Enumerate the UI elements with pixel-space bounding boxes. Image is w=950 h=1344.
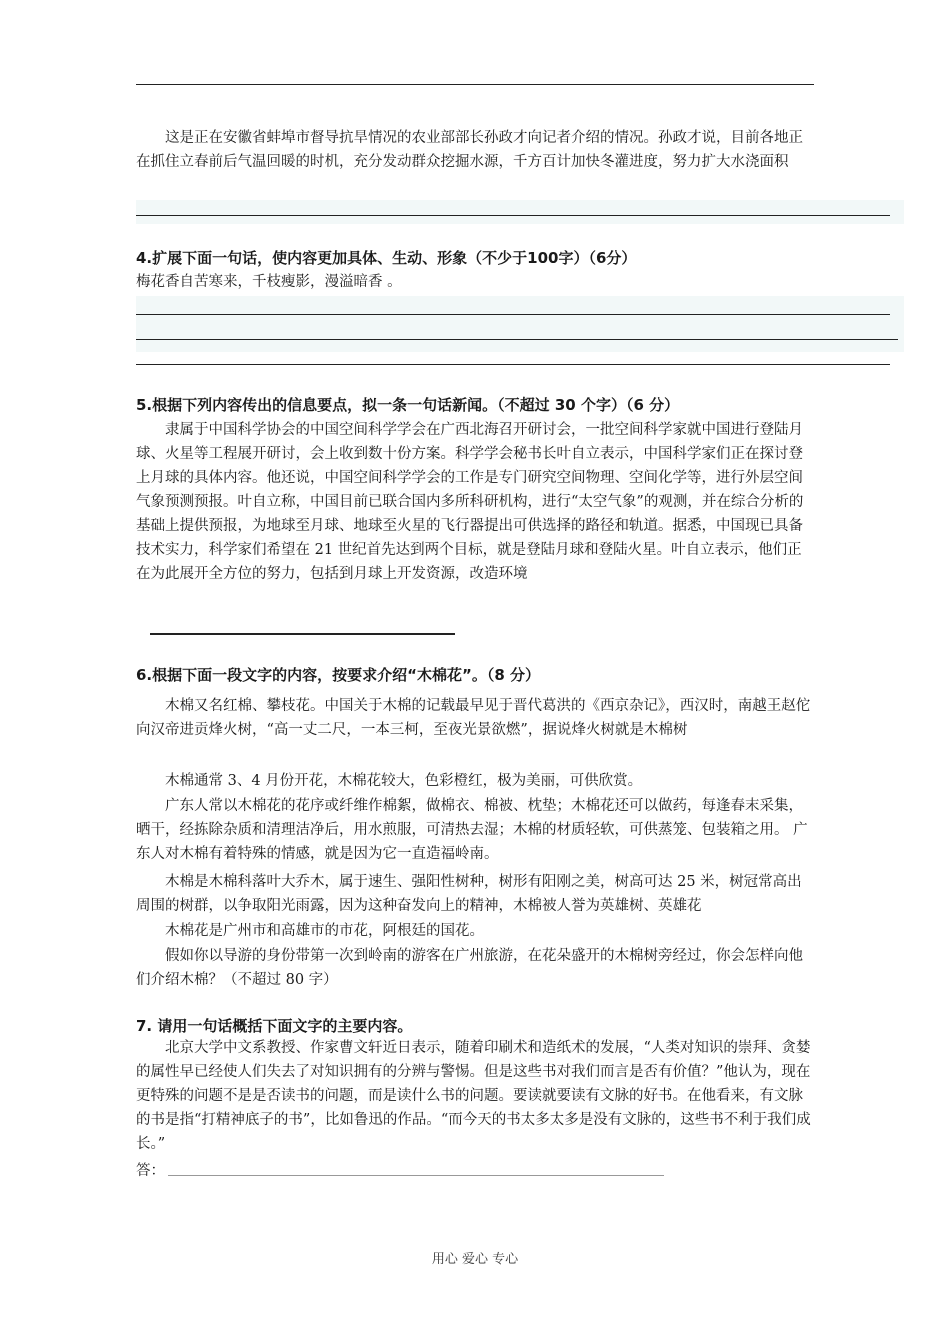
q7-passage: 北京大学中文系教授、作家曹文轩近日表示，随着印刷术和造纸术的发展，“人类对知识的崇拜、贪婪的属性早已经使人们失去了对知识拥有的分辨与警惕。但是这些书对我们而言是否有价值？”他认为，现在更特殊的问题不是是否读书的问题，而是读什么书的问题。要读就要读有文脉的好书。在他看来，有文脉的书是指“打精神底子的书”，比如鲁迅的作品。“而今天的书太多太多是没有文脉的，这些书不利于我们成长。”: [136, 1040, 811, 1152]
q3-answer-area: [136, 200, 904, 224]
q5-answer-line[interactable]: [150, 633, 455, 635]
q6-paragraph-5: 木棉花是广州市和高雄市的市花，阿根廷的国花。: [165, 923, 484, 939]
q3-passage: 这是正在安徽省蚌埠市督导抗旱情况的农业部部长孙政才向记者介绍的情况。孙政才说，目前各地正在抓住立春前后气温回暖的时机，充分发动群众挖掘水源，千方百计加快冬灌进度，努力扩大水浇面积: [136, 130, 803, 170]
q6-paragraph-3: 广东人常以木棉花的花序或纤维作棉絮，做棉衣、棉被、枕垫；木棉花还可以做药，每逢春末采集，晒干，经拣除杂质和清理洁净后，用水煎服，可清热去湿；木棉的材质轻软，可供蒸笼、包装箱之用。 广东人对木棉有着特殊的情感，就是因为它一直造福岭南。: [136, 798, 808, 862]
q6-paragraph-4: 木棉是木棉科落叶大乔木，属于速生、强阳性树种，树形有阳刚之美，树高可达 25 米，树冠常高出周围的树群，以争取阳光雨露，因为这种奋发向上的精神，木棉被人誉为英雄树、英雄花: [136, 874, 802, 914]
q6-paragraph-6: 假如你以导游的身份带第一次到岭南的游客在广州旅游，在花朵盛开的木棉树旁经过，你会怎样向他们介绍木棉？（不超过 80 字）: [136, 948, 803, 988]
q4-heading: 4.扩展下面一句话，使内容更加具体、生动、形象（不少于100字）（6分）: [136, 249, 637, 267]
q5-passage: 隶属于中国科学协会的中国空间科学学会在广西北海召开研讨会，一批空间科学家就中国进行登陆月球、火星等工程展开研讨，会上收到数十份方案。科学学会秘书长叶自立表示，中国科学家们正在探讨登上月球的具体内容。他还说，中国空间科学学会的工作是专门研究空间物理、空间化学等，进行外层空间气象预测预报。叶自立称，中国目前已联合国内多所科研机构，进行“太空气象”的观测，并在综合分析的基础上提供预报，为地球至月球、地球至火星的飞行器提出可供选择的路径和轨道。据悉，中国现已具备技术实力，科学家们希望在 21 世纪首先达到两个目标，就是登陆月球和登陆火星。叶自立表示，他们正在为此展开全方位的努力，包括到月球上开发资源，改造环境: [136, 422, 804, 582]
page-footer: 用心 爱心 专心: [431, 1252, 519, 1267]
q4-answer-line-2[interactable]: [136, 339, 898, 340]
q7-heading: 7. 请用一句话概括下面文字的主要内容。: [136, 1017, 413, 1035]
q4-sentence: 梅花香自苦寒来，千枝瘦影，漫溢暗香 。: [136, 274, 402, 290]
q6-heading: 6.根据下面一段文字的内容，按要求介绍“木棉花”。（8 分）: [136, 666, 541, 684]
q6-paragraph-1: 木棉又名红棉、攀枝花。中国关于木棉的记载最早见于晋代葛洪的《西京杂记》，西汉时，南越王赵佗向汉帝进贡烽火树，“高一丈二尺，一本三柯，至夜光景欲燃”，据说烽火树就是木棉树: [136, 698, 811, 738]
q4-answer-area: [136, 296, 904, 352]
q7-answer-label: 答：: [136, 1163, 165, 1179]
q3-answer-line[interactable]: [136, 215, 890, 216]
q7-answer-line[interactable]: [168, 1175, 664, 1176]
top-rule: [136, 84, 814, 85]
q6-paragraph-2: 木棉通常 3、4 月份开花，木棉花较大，色彩橙红，极为美丽，可供欣赏。: [165, 773, 643, 789]
q4-answer-line-3[interactable]: [136, 364, 890, 365]
q4-answer-line-1[interactable]: [136, 314, 890, 315]
q5-heading: 5.根据下列内容传出的信息要点，拟一条一句话新闻。（不超过 30 个字）（6 分）: [136, 396, 680, 414]
